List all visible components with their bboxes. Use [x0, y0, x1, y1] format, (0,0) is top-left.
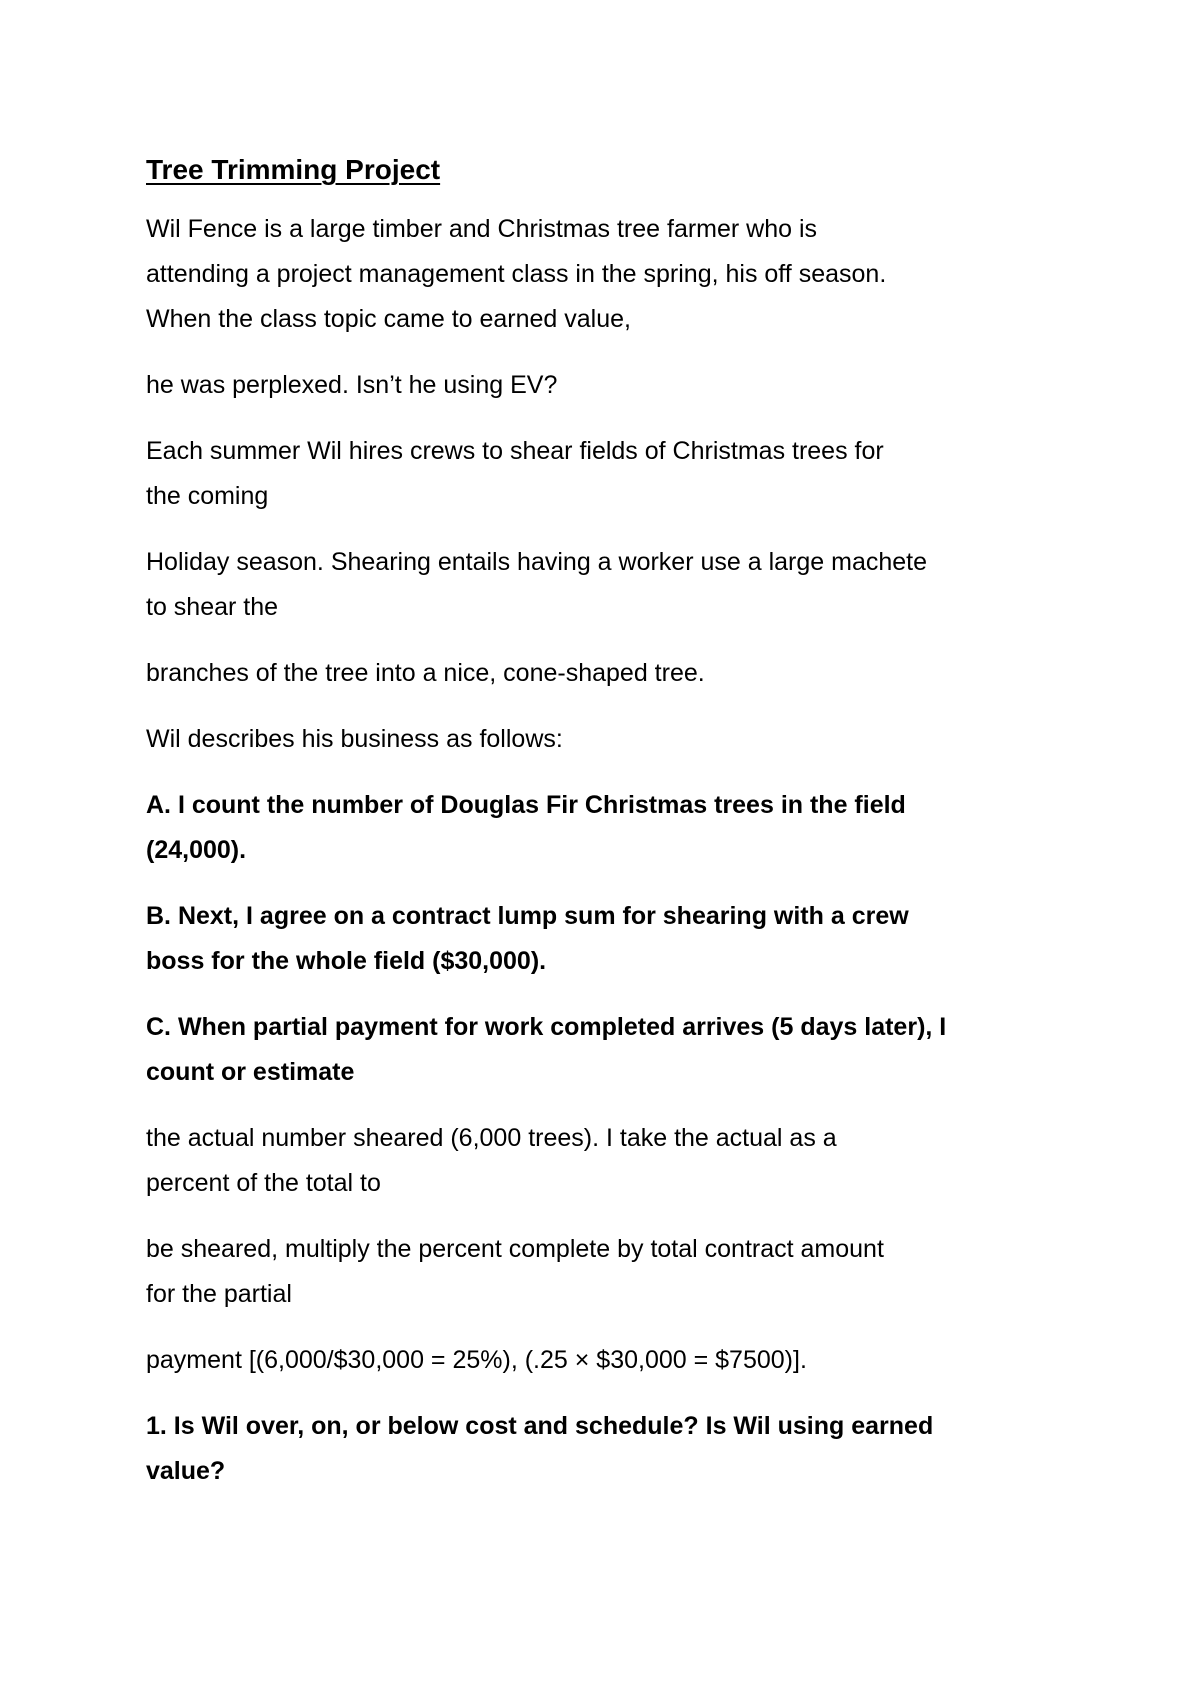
paragraph-line: be sheared, multiply the percent complete by total contract amount: [146, 1235, 884, 1263]
paragraph: [146, 540, 1086, 630]
paragraph-line: percent of the total to: [146, 1169, 381, 1197]
bold-paragraph: [146, 894, 1086, 984]
paragraph-line: branches of the tree into a nice, cone-shaped tree.: [146, 659, 705, 687]
bold-paragraph: [146, 783, 1086, 873]
bold-paragraph: [146, 1005, 1086, 1095]
paragraph-line: the coming: [146, 482, 269, 510]
paragraph-line: Wil Fence is a large timber and Christmas tree farmer who is: [146, 215, 818, 243]
paragraph: [146, 363, 1086, 408]
paragraph-line: to shear the: [146, 593, 279, 621]
paragraph-line: payment [(6,000/$30,000 = 25%), (.25 × $30,000 = $7500)].: [146, 1346, 807, 1374]
paragraph-line: (24,000).: [146, 836, 247, 864]
paragraph-line: C. When partial payment for work completed arrives (5 days later), I: [146, 1013, 947, 1041]
paragraph-list: [146, 207, 1086, 1494]
paragraph-line: boss for the whole field ($30,000).: [146, 947, 547, 975]
paragraph-line: Wil describes his business as follows:: [146, 725, 563, 753]
paragraph-line: attending a project management class in the spring, his off season.: [146, 260, 887, 288]
paragraph-line: A. I count the number of Douglas Fir Christmas trees in the field: [146, 791, 906, 819]
paragraph: [146, 429, 1086, 519]
paragraph-line: Holiday season. Shearing entails having a worker use a large machete: [146, 548, 928, 576]
document-title: Tree Trimming Project: [146, 154, 441, 185]
paragraph: [146, 717, 1086, 762]
paragraph-line: he was perplexed. Isn’t he using EV?: [146, 371, 558, 399]
paragraph: [146, 1338, 1086, 1383]
paragraph: [146, 207, 1086, 342]
paragraph-line: value?: [146, 1457, 226, 1485]
paragraph: [146, 651, 1086, 696]
paragraph-line: 1. Is Wil over, on, or below cost and schedule? Is Wil using earned: [146, 1412, 934, 1440]
paragraph: [146, 1227, 1086, 1317]
paragraph: [146, 1116, 1086, 1206]
paragraph-line: the actual number sheared (6,000 trees). I take the actual as a: [146, 1124, 837, 1152]
bold-paragraph: [146, 1404, 1086, 1494]
paragraph-line: for the partial: [146, 1280, 292, 1308]
paragraph-line: When the class topic came to earned value,: [146, 305, 631, 333]
document-body: [146, 150, 1086, 1515]
paragraph-line: B. Next, I agree on a contract lump sum for shearing with a crew: [146, 902, 909, 930]
paragraph-line: Each summer Wil hires crews to shear fields of Christmas trees for: [146, 437, 884, 465]
paragraph-line: count or estimate: [146, 1058, 355, 1086]
